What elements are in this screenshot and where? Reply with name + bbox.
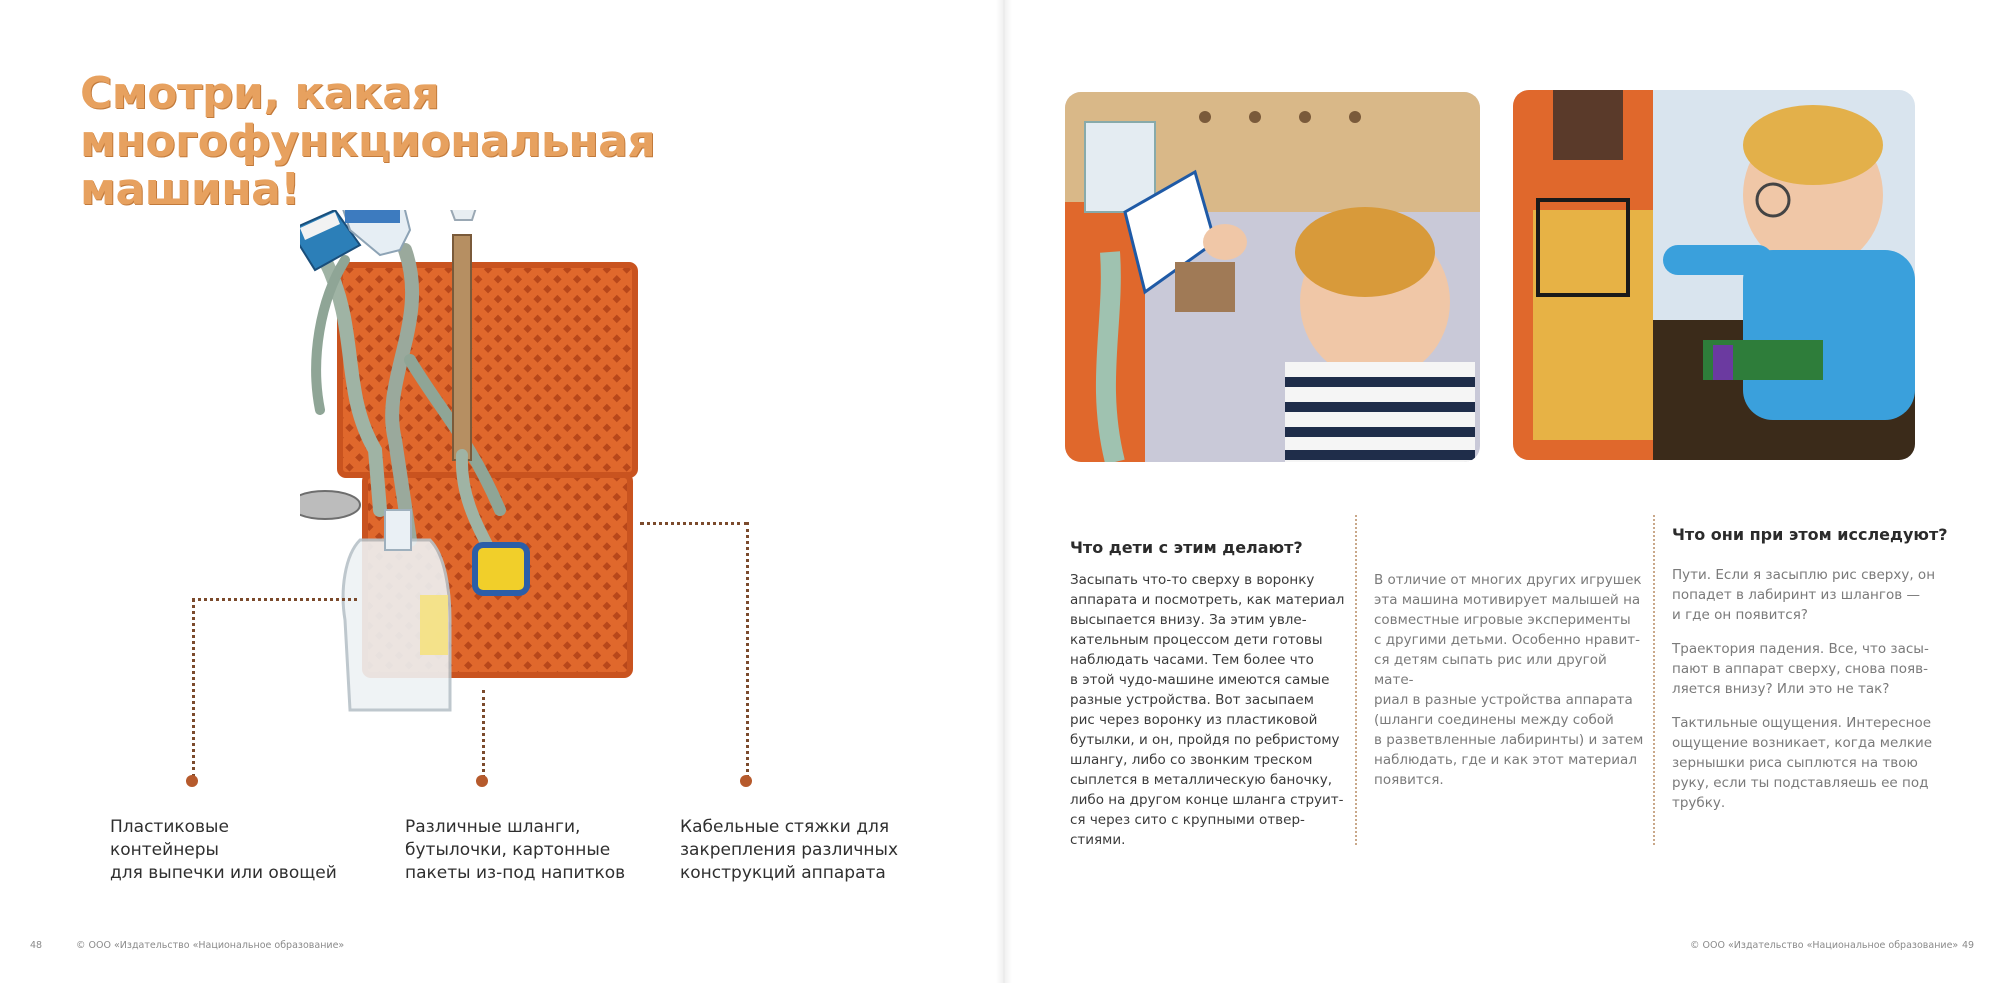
text-line: совместные игровые эксперименты: [1374, 612, 1631, 628]
cardboard-tube: [453, 235, 471, 460]
paragraph-routes: [1672, 565, 1942, 625]
column-2-text: [1374, 570, 1649, 790]
page-title-line-1: Смотри, какая многофункциональная: [80, 68, 656, 167]
left-page-number: 48: [30, 940, 43, 951]
text-line: Пути. Если я засыплю рис сверху, он: [1672, 567, 1936, 583]
text-line: с другими детьми. Особенно нравит-: [1374, 632, 1640, 648]
caption-line: конструкций аппарата: [680, 863, 886, 883]
text-line: кательным процессом дети готовы: [1070, 632, 1323, 648]
text-line: Траектория падения. Все, что засы-: [1672, 641, 1929, 657]
photo-child-with-glasses: [1513, 90, 1915, 460]
leader-line-1-vertical: [192, 598, 195, 778]
text-line: наблюдать, где и как этот материал: [1374, 752, 1637, 768]
caption-line: бутылочки, картонные: [405, 840, 611, 860]
text-line: рис через воронку из пластиковой: [1070, 712, 1318, 728]
yellow-cup: [475, 545, 527, 593]
caption-line: закрепления различных: [680, 840, 899, 860]
left-copyright: © ООО «Издательство «Национальное образование»: [76, 940, 345, 951]
text-line: либо на другом конце шланга струит-: [1070, 792, 1344, 808]
text-line: попадет в лабиринт из шлангов —: [1672, 587, 1920, 603]
upper-crate: [340, 265, 635, 475]
text-line: ляется внизу? Или это не так?: [1672, 681, 1890, 697]
text-line: эта машина мотивирует малышей на: [1374, 592, 1641, 608]
leader-line-3-vertical: [746, 522, 749, 778]
text-line: появится.: [1374, 772, 1444, 788]
caption-line: Пластиковые контейнеры: [110, 817, 229, 860]
leader-line-2-vertical: [482, 690, 485, 778]
caption-cable-ties: [680, 816, 920, 885]
text-line: бутылки, и он, пройдя по ребристому: [1070, 732, 1340, 748]
paragraph-trajectory: [1672, 639, 1942, 699]
right-page-number: 49: [1962, 940, 1975, 951]
right-copyright: © ООО «Издательство «Национальное образование»: [1690, 940, 1959, 951]
text-line: шлангу, либо со звонким треском: [1070, 752, 1313, 768]
column-1-heading: Что дети с этим делают?: [1070, 538, 1303, 557]
caption-containers: [110, 816, 340, 885]
caption-line: Различные шланги,: [405, 817, 581, 837]
column-3-text: [1672, 565, 1942, 827]
leader-dot-2: [476, 775, 488, 787]
text-line: трубку.: [1672, 795, 1726, 811]
text-line: ся детям сыпать рис или другой мате-: [1374, 652, 1607, 688]
text-line: руку, если ты подставляешь ее под: [1672, 775, 1929, 791]
column-divider-2: [1653, 515, 1655, 845]
leader-line-1-horizontal: [192, 598, 357, 601]
text-line: сыплется в металлическую баночку,: [1070, 772, 1333, 788]
caption-line: пакеты из-под напитков: [405, 863, 626, 883]
column-3-heading: Что они при этом исследуют?: [1672, 525, 1948, 544]
text-line: аппарата и посмотреть, как материал: [1070, 592, 1345, 608]
text-line: Засыпать что-то сверху в воронку: [1070, 572, 1315, 588]
paragraph-tactile: [1672, 713, 1942, 813]
text-line: в разветвленные лабиринты) и затем: [1374, 732, 1644, 748]
text-line: зернышки риса сыплются на твою: [1672, 755, 1918, 771]
page-title-line-2: машина!: [80, 164, 300, 215]
column-1-text: [1070, 570, 1350, 850]
text-line: наблюдать часами. Тем более что: [1070, 652, 1314, 668]
page-title: [80, 70, 900, 214]
leader-dot-1: [186, 775, 198, 787]
text-line: разные устройства. Вот засыпаем: [1070, 692, 1314, 708]
leader-line-3-horizontal: [640, 522, 748, 525]
photo-child-pouring: [1065, 92, 1480, 462]
text-line: в этой чудо-машине имеются самые: [1070, 672, 1330, 688]
column-divider-1: [1355, 515, 1357, 845]
text-line: (шланги соединены между собой: [1374, 712, 1614, 728]
sieve: [300, 491, 360, 519]
text-line: пают в аппарат сверху, снова появ-: [1672, 661, 1928, 677]
text-line: Тактильные ощущения. Интересное: [1672, 715, 1932, 731]
text-line: высыпается внизу. За этим увле-: [1070, 612, 1307, 628]
text-line: ся через сито с крупными отвер-: [1070, 812, 1305, 828]
caption-hoses: [405, 816, 635, 885]
text-line: риал в разные устройства аппарата: [1374, 692, 1633, 708]
caption-line: Кабельные стяжки для: [680, 817, 890, 837]
caption-line: для выпечки или овощей: [110, 863, 337, 883]
leader-dot-3: [740, 775, 752, 787]
text-line: стиями.: [1070, 832, 1126, 848]
text-line: ощущение возникает, когда мелкие: [1672, 735, 1933, 751]
book-spine: [996, 0, 1012, 983]
machine-illustration: [300, 210, 650, 730]
text-line: В отличие от многих других игрушек: [1374, 572, 1642, 588]
text-line: и где он появится?: [1672, 607, 1808, 623]
